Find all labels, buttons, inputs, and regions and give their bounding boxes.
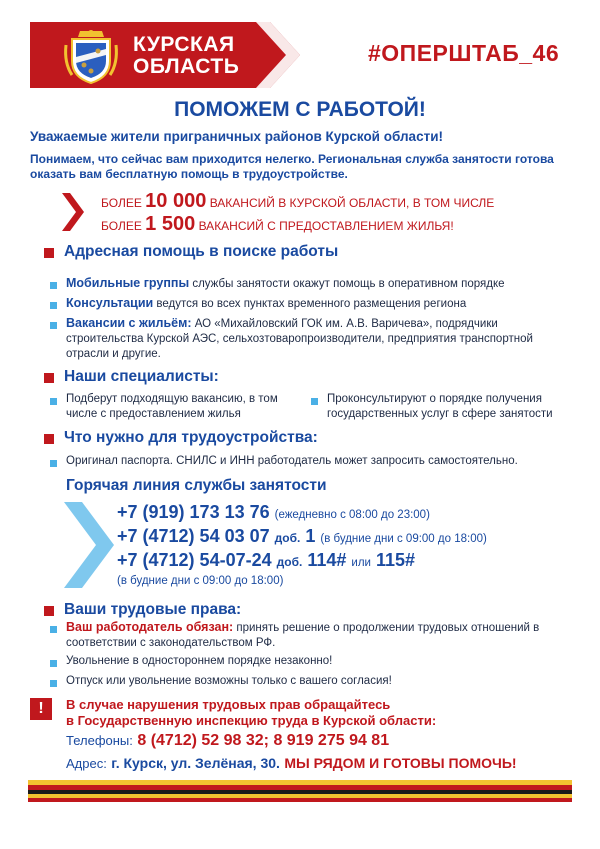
hotline-phone-2 (117, 526, 487, 547)
address-label: Адрес: (66, 756, 107, 771)
slogan: МЫ РЯДОМ И ГОТОВЫ ПОМОЧЬ! (284, 755, 517, 771)
bullet-icon (50, 302, 57, 309)
stat-prefix-1: БОЛЕЕ (101, 196, 142, 210)
phone-note: (в будние дни с 09:00 до 18:00) (117, 575, 284, 587)
item-text: ведутся во всех пунктах временного размещения региона (153, 298, 467, 310)
region-line-1: КУРСКАЯ (133, 33, 235, 56)
item-lead: Консультации (66, 296, 154, 310)
region-line-2: ОБЛАСТЬ (133, 55, 240, 78)
item-text: службы занятости окажут помощь в оперативном порядке (189, 278, 505, 290)
notice-phones (66, 732, 389, 750)
list-item: Подберут подходящую вакансию, в том числе с предоставлением жилья (66, 393, 278, 420)
section-help-title: Адресная помощь в поиске работы (64, 243, 339, 260)
list-item: Оригинал паспорта. СНИЛС и ИНН работодатель может запросить самостоятельно. (66, 455, 518, 467)
intro-text: Понимаем, что сейчас вам приходится нелегко. Региональная служба занятости готова оказать вам бесплатную помощь в трудоустройстве. (30, 152, 554, 181)
ext-number: 115# (376, 550, 416, 570)
phone-note: (ежедневно с 08:00 до 23:00) (274, 509, 430, 521)
item-text: принять решение о продолжении трудовых отношений в соответствии с законодательством РФ. (66, 622, 540, 649)
ext-number: 1 (305, 526, 316, 546)
hotline-title: Горячая линия службы занятости (66, 477, 327, 494)
section-marker (44, 373, 54, 383)
notice-line-1: В случае нарушения трудовых прав обращайтесь (66, 697, 391, 712)
footer-stripes (28, 780, 572, 802)
bullet-icon (50, 398, 57, 405)
page-title: ПОМОЖЕМ С РАБОТОЙ! (174, 98, 426, 121)
phones-value: 8 (4712) 52 98 32; 8 919 275 94 81 (137, 732, 390, 749)
alert-icon: ! (30, 698, 52, 720)
stat-number-1: 10 000 (145, 190, 207, 212)
notice-address (66, 755, 517, 773)
ext-label: доб. (276, 555, 303, 569)
stat-suffix-1: ВАКАНСИЙ В КУРСКОЙ ОБЛАСТИ, В ТОМ ЧИСЛЕ (209, 196, 495, 210)
list-item (66, 296, 576, 312)
bullet-icon (50, 680, 57, 687)
section-marker (44, 606, 54, 616)
address-value: г. Курск, ул. Зелёная, 30. (111, 755, 280, 771)
bullet-icon (50, 460, 57, 467)
item-lead: Мобильные группы (66, 276, 190, 290)
item-text: АО «Михайловский ГОК им. А.В. Варичева», подрядчики строительства Курской АЭС, сельхозтоваропроизводители, предприятия транспортной отрасли и другие. (66, 318, 533, 360)
notice-text (66, 697, 436, 729)
section-specialists-title: Наши специалисты: (64, 368, 219, 385)
coat-of-arms-icon (62, 27, 120, 85)
hotline-phone-1 (117, 502, 430, 523)
ext-number: 114# (307, 550, 347, 570)
chevron-right-icon (64, 502, 114, 588)
notice-line-2: в Государственную инспекцию труда в Курской области: (66, 713, 437, 728)
phone-number: +7 (4712) 54-07-24 (117, 550, 272, 570)
or-label: или (351, 557, 371, 569)
section-marker (44, 434, 54, 444)
hotline-phone-3 (117, 550, 415, 571)
region-name (133, 34, 239, 78)
list-item (66, 316, 576, 362)
phone-note: (в будние дни с 09:00 до 18:00) (320, 533, 487, 545)
hashtag: #ОПЕРШТАБ_46 (368, 40, 560, 66)
bullet-icon (50, 282, 57, 289)
stat-suffix-2: ВАКАНСИЙ С ПРЕДОСТАВЛЕНИЕМ ЖИЛЬЯ! (198, 219, 454, 233)
phones-label: Телефоны: (66, 733, 133, 748)
item-lead: Вакансии с жильём: (66, 316, 192, 330)
bullet-icon (50, 660, 57, 667)
section-marker (44, 248, 54, 258)
list-item: Увольнение в одностороннем порядке незаконно! (66, 655, 333, 667)
stat-number-2: 1 500 (145, 213, 196, 235)
bullet-icon (50, 322, 57, 329)
stat-line-2 (101, 213, 454, 236)
stat-prefix-2: БОЛЕЕ (101, 219, 142, 233)
section-rights-title: Ваши трудовые права: (64, 601, 242, 618)
ext-label: доб. (274, 531, 301, 545)
item-lead: Ваш работодатель обязан: (66, 620, 234, 634)
list-item (66, 276, 576, 292)
list-item: Проконсультируют о порядке получения государственных услуг в сфере занятости (327, 393, 553, 420)
bullet-icon (50, 626, 57, 633)
stat-line-1 (101, 190, 494, 213)
list-item (66, 620, 578, 651)
greeting: Уважаемые жители приграничных районов Курской области! (30, 129, 443, 144)
list-item: Отпуск или увольнение возможны только с вашего согласия! (66, 675, 392, 687)
chevron-right-icon (62, 193, 84, 231)
section-docs-title: Что нужно для трудоустройства: (64, 429, 318, 446)
phone-number: +7 (4712) 54 03 07 (117, 526, 270, 546)
phone-number: +7 (919) 173 13 76 (117, 502, 270, 522)
bullet-icon (311, 398, 318, 405)
